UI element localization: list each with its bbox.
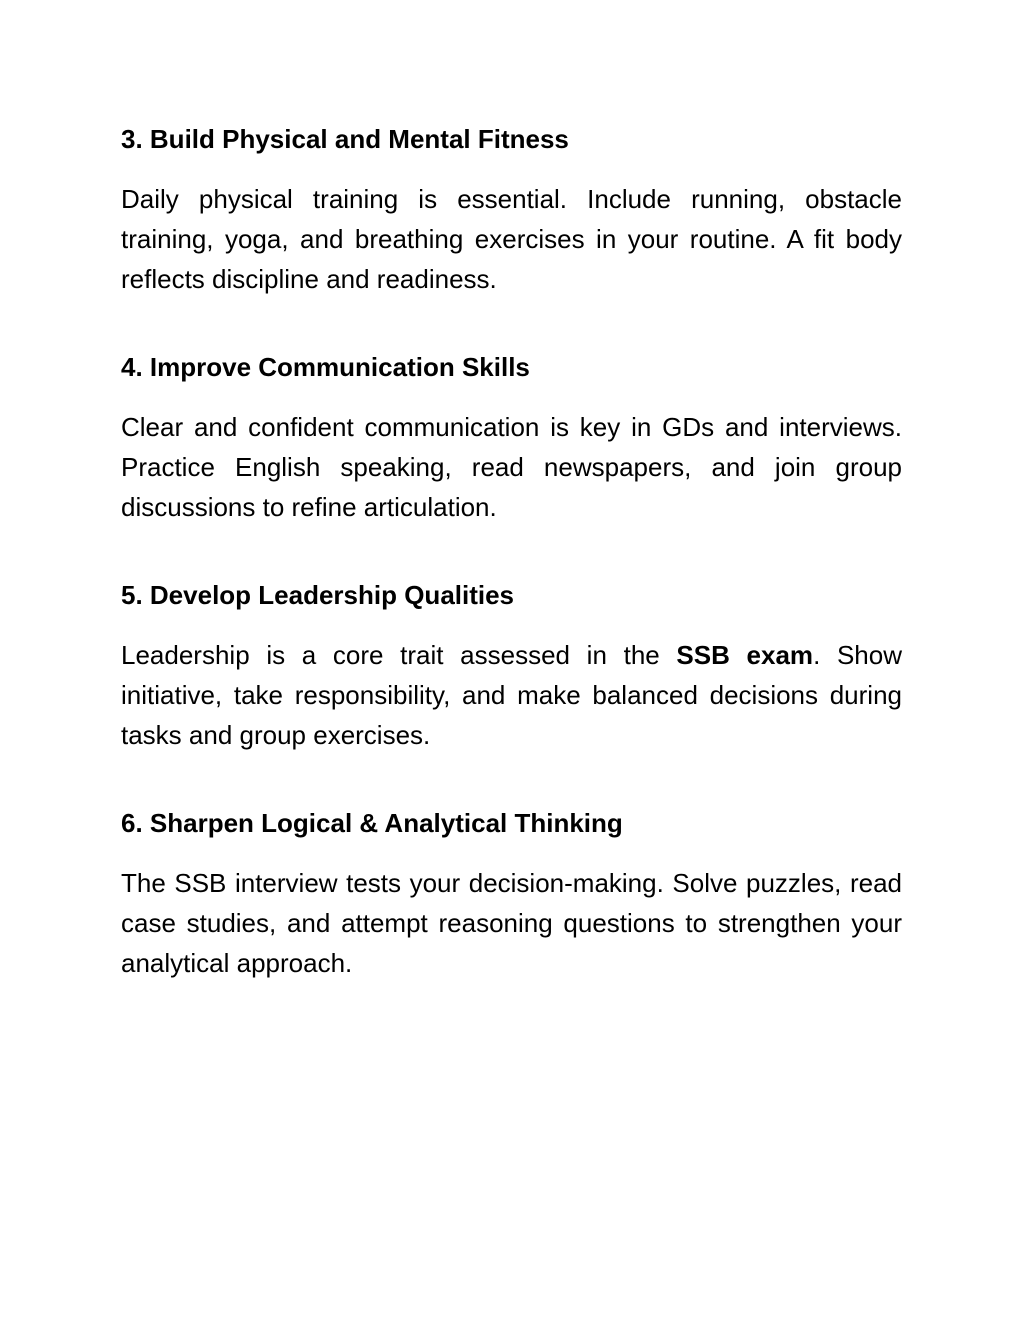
- section-paragraph: The SSB interview tests your decision-making. Solve puzzles, read case studies, and attempt reasoning questions to strengthen your analytical approach.: [121, 868, 902, 978]
- paragraph-text-start: Leadership is a core trait assessed in the: [121, 640, 677, 670]
- bold-keyword: SSB exam: [676, 640, 814, 670]
- section-paragraph: Daily physical training is essential. Include running, obstacle training, yoga, and breathing exercises in your routine. A fit body reflects discipline and readiness.: [121, 184, 902, 294]
- section-heading: 6. Sharpen Logical & Analytical Thinking: [121, 808, 623, 838]
- section-paragraph: Clear and confident communication is key in GDs and interviews. Practice English speaking, read newspapers, and join group discussions to refine articulation.: [121, 412, 902, 522]
- section-heading: 3. Build Physical and Mental Fitness: [121, 124, 569, 154]
- section-paragraph: [121, 635, 902, 755]
- section-heading: 5. Develop Leadership Qualities: [121, 580, 515, 610]
- section-communication-skills: [121, 347, 902, 527]
- section-physical-fitness: [121, 119, 902, 299]
- document-page: [121, 119, 902, 983]
- section-heading: 4. Improve Communication Skills: [121, 352, 530, 382]
- section-analytical-thinking: [121, 803, 902, 983]
- section-leadership-qualities: [121, 575, 902, 755]
- paragraph-text-end: . Show initiative, take responsibility, and make balanced decisions during tasks and group exercises.: [121, 640, 902, 750]
